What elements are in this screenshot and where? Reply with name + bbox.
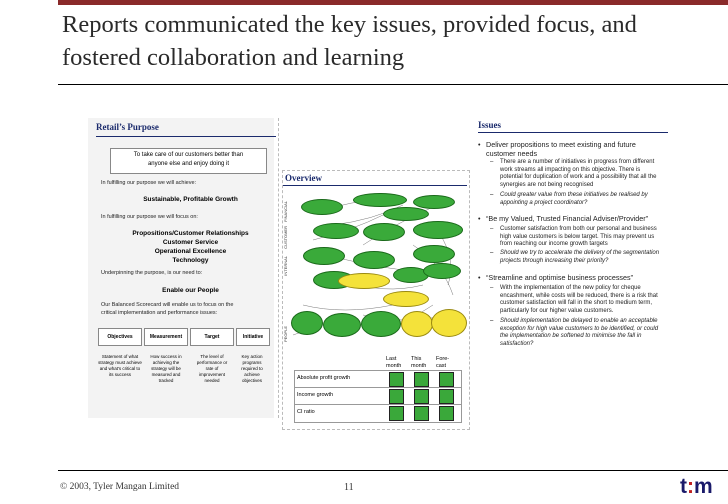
bsc-cell-objectives [98, 354, 142, 378]
issue-bullet-3 [478, 274, 668, 284]
side-label-internal: INTERNAL [283, 256, 288, 276]
side-label-financial: FINANCIAL [283, 201, 288, 222]
retail-purpose-rule [96, 136, 276, 137]
bsc-cell-line: Key action [241, 354, 263, 359]
col-header-line: This [411, 356, 422, 362]
logo-part: t [680, 475, 687, 498]
sub-text [500, 250, 659, 265]
map-node [303, 247, 345, 265]
title-line-2: fostered collaboration and learning [62, 44, 405, 71]
sub-line: Should implementation be delayed to enable an acceptable [500, 318, 658, 324]
title-line-1: Reports communicated the key issues, provided focus, and [62, 11, 637, 38]
map-node [301, 199, 343, 215]
status-square [414, 389, 429, 404]
status-square [389, 406, 404, 421]
map-node-amber [383, 291, 429, 307]
sub-line: particularly for our higher value customers. [500, 307, 614, 314]
bsc-cell-initiative [234, 354, 270, 384]
scorecard-line-2: critical implementation and performance issues: [101, 310, 218, 316]
sub-line: appointing a project coordinator? [500, 199, 588, 206]
bsc-cell-line: strategy will be [151, 366, 181, 371]
bsc-header-objectives: Objectives [98, 328, 142, 346]
col-header-line: month [411, 363, 427, 369]
map-node [383, 207, 429, 221]
sub-text [500, 318, 658, 348]
retail-purpose-panel [88, 118, 279, 418]
page-number: 11 [344, 482, 354, 493]
issue-text [486, 141, 636, 158]
issue-text: “Streamline and optimise business processes” [486, 273, 634, 282]
bsc-cell-line: objectives [241, 378, 262, 383]
focus-intro: In fulfilling our purpose we will focus on: [101, 214, 198, 220]
top-accent-bar [58, 0, 728, 5]
bsc-header-target: Target [190, 328, 234, 346]
map-node [363, 223, 405, 241]
sub-text [500, 285, 658, 315]
sub-line: from reaching our income growth targets [500, 241, 608, 247]
bsc-cell-line: and what's critical to [99, 366, 141, 371]
focus-item: Customer Service [162, 239, 219, 246]
map-node [353, 251, 395, 269]
col-header-line: Fore- [436, 356, 450, 362]
issue-sub-2b [490, 250, 670, 266]
bsc-cell-line: needed [204, 378, 220, 383]
bsc-cell-line: Statement of what [101, 354, 139, 359]
purpose-statement-box [110, 148, 267, 174]
bullet-dot: • [478, 214, 481, 223]
bsc-cell-line: How success in [150, 354, 182, 359]
overview-title: Overview [285, 173, 322, 183]
issue-sub-1b [490, 192, 670, 208]
status-square [414, 406, 429, 421]
sub-text [500, 192, 648, 207]
issue-sub-3a [490, 285, 670, 317]
achieve-intro: In fulfilling our purpose we will achieve: [101, 180, 197, 186]
focus-item: Technology [172, 257, 209, 264]
status-square [389, 372, 404, 387]
status-square [389, 389, 404, 404]
map-node [361, 311, 401, 337]
bsc-cell-line: improvement [198, 372, 225, 377]
tm-logo [680, 475, 713, 499]
purpose-line-2: anyone else and enjoy doing it [147, 161, 230, 167]
row-label: CI ratio [297, 409, 315, 415]
retail-purpose-title: Retail’s Purpose [96, 122, 159, 132]
map-node-amber [431, 309, 467, 337]
sub-line: With the implementation of the new policy for cheque [500, 285, 641, 291]
sub-line: synergies are not being recognised [500, 181, 594, 188]
side-label-customer: CUSTOMER [283, 226, 288, 249]
focus-item: Propositions/Customer Relationships [132, 230, 249, 237]
map-node [291, 311, 323, 335]
issues-rule [478, 132, 668, 133]
sub-line: Could greater value from these initiatives be realised by [500, 192, 648, 198]
sub-line: encashment, while costs will be reduced, there is a risk that [500, 292, 658, 299]
map-node [353, 193, 407, 207]
bsc-cell-line: its success [108, 372, 131, 377]
bsc-cell-line: achieve [244, 372, 260, 377]
sub-text [500, 226, 657, 249]
issue-line: Deliver propositions to meet existing and future [486, 140, 636, 149]
copyright: © 2003, Tyler Mangan Limited [60, 482, 180, 492]
col-header-last-month [386, 356, 401, 370]
dash: – [490, 192, 494, 198]
sub-line: high value customers is below target. This may prevent us [500, 233, 655, 240]
table-row [294, 404, 462, 423]
focus-item: Operational Excellence [154, 248, 227, 255]
status-square [439, 389, 454, 404]
bsc-cell-line: The level of [200, 354, 224, 359]
row-label: Income growth [297, 392, 334, 398]
bsc-cell-line: programs [242, 360, 262, 365]
sub-line: projects through increasing their priority? [500, 257, 609, 264]
dash: – [490, 318, 494, 324]
bsc-cell-line: tracked [158, 378, 174, 383]
scorecard-line-1: Our Balanced Scorecard will enable us to focus on the [101, 302, 234, 308]
sub-text [500, 159, 656, 189]
row-label: Absolute profit growth [297, 375, 351, 381]
sub-line: exception for high value customers to be identified, or could [500, 325, 659, 332]
need-intro: Underpinning the purpose, is our need to: [101, 270, 203, 276]
map-node-amber [338, 273, 390, 289]
col-header-line: Last [386, 356, 397, 362]
bullet-dot: • [478, 140, 481, 149]
sub-line: satisfaction? [500, 340, 534, 347]
slide-title [62, 8, 722, 74]
dash: – [490, 226, 494, 232]
bsc-cell-line: strategy must achieve [98, 360, 142, 365]
issue-sub-1a [490, 159, 670, 191]
focus-list [108, 229, 273, 265]
map-node [413, 221, 463, 239]
footer-divider [58, 470, 728, 471]
sub-line: Should we try to accelerate the delivery of the segmentation [500, 250, 660, 256]
status-square [414, 372, 429, 387]
issue-text: “Be my Valued, Trusted Financial Adviser/Provider” [486, 214, 649, 223]
bsc-header-measurement: Measurement [144, 328, 188, 346]
sub-line: potential for duplication of work and a possibility that all the [500, 174, 657, 180]
bsc-cell-line: required to [241, 366, 263, 371]
map-node [323, 313, 361, 337]
dash: – [490, 159, 494, 165]
col-header-forecast [436, 356, 449, 370]
issue-bullet-1 [478, 141, 668, 159]
map-node [413, 195, 455, 209]
issue-line: customer needs [486, 148, 538, 158]
status-square [439, 406, 454, 421]
bsc-cell-line: rate of [205, 366, 219, 371]
purpose-line-1: To take care of our customers better than [133, 152, 244, 158]
bsc-cell-measurement [144, 354, 188, 384]
sub-line: Customer satisfaction from both our personal and business [500, 226, 657, 232]
issues-title: Issues [478, 120, 502, 130]
issue-bullet-2 [478, 215, 668, 225]
dash: – [490, 285, 494, 291]
map-node [413, 245, 455, 263]
map-node-amber [401, 311, 433, 337]
logo-part: : [687, 475, 694, 498]
map-node [423, 263, 461, 279]
bullet-dot: • [478, 273, 481, 282]
sub-line: work streams all impacting on this objective. There is [500, 166, 641, 173]
bsc-cell-line: achieving the [152, 360, 180, 365]
status-square [439, 372, 454, 387]
col-header-line: cast [436, 363, 447, 369]
sub-line: There are a number of initiatives in progress from different [500, 159, 655, 165]
bsc-cell-target [190, 354, 234, 384]
side-label-people: PEOPLE [283, 326, 288, 343]
logo-part: m [694, 475, 713, 498]
issue-sub-2a [490, 226, 670, 250]
sub-line: customer satisfaction will fall in the short to medium term, [500, 300, 653, 306]
sub-line: the implementation be softened to minimise the fall in [500, 333, 642, 339]
bsc-header-initiative: Initiative [236, 328, 270, 346]
title-divider [58, 84, 728, 85]
issue-sub-3b [490, 318, 670, 350]
achieve-statement: Sustainable, Profitable Growth [143, 196, 238, 203]
map-node [313, 223, 359, 239]
bsc-cell-line: performance or [196, 360, 228, 365]
need-statement: Enable our People [162, 287, 219, 294]
dash: – [490, 250, 494, 256]
bsc-cell-line: measured and [151, 372, 181, 377]
col-header-this-month [411, 356, 426, 370]
col-header-line: month [386, 363, 402, 369]
